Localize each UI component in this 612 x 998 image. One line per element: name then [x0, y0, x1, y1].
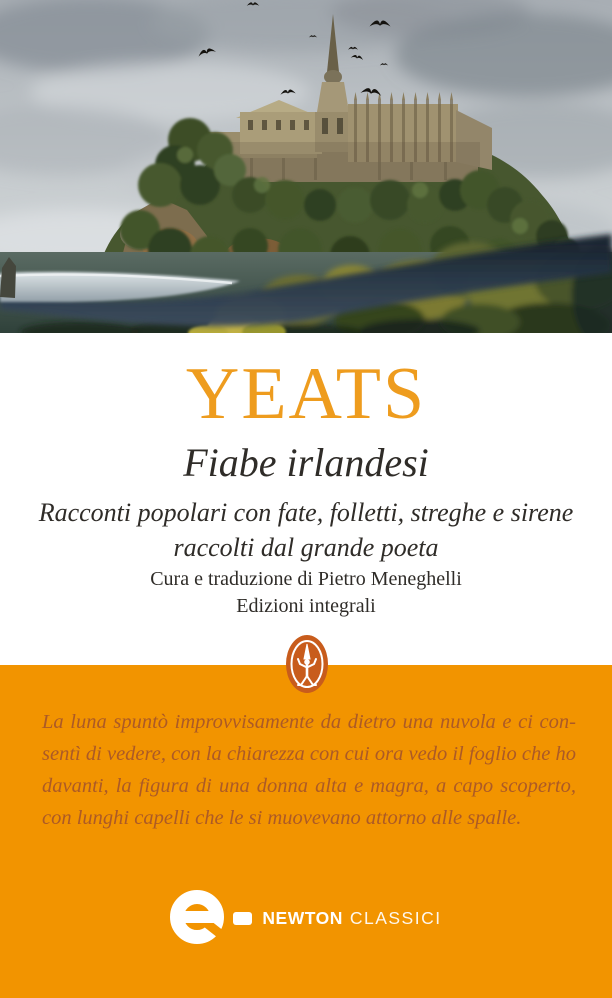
quote-line: davanti, la figura di una donna alta e magra, a capo scoperto, [42, 775, 576, 797]
book-subtitle-line1: Racconti popolari con fate, folletti, streghe e sirene [38, 498, 574, 527]
publisher-logo [0, 888, 612, 946]
curator-credit: Cura e traduzione di Pietro Meneghelli [150, 568, 462, 590]
book-subtitle-line2: raccolti dal grande poeta [173, 533, 439, 562]
quote-line: sentì di vedere, con la chiarezza con cui ora vedo il foglio che ho [42, 743, 576, 765]
abbey-island-photo-illustration [0, 0, 612, 333]
book-title: Fiabe irlandesi [183, 440, 429, 485]
publisher-badge-icon [286, 635, 328, 693]
cover-photo [0, 0, 612, 333]
collection-name: CLASSICI [349, 907, 442, 928]
edition-note: Edizioni integrali [236, 595, 376, 617]
orange-band [0, 665, 612, 998]
author-title: YEATS [185, 353, 427, 435]
e-logo-icon [170, 889, 224, 945]
quote-line: La luna spuntò improvvisamente da dietro una nuvola e ci con- [42, 711, 576, 733]
logo-dash-icon [233, 912, 252, 925]
cover-quote [42, 706, 576, 834]
publisher-name: NEWTON [262, 907, 343, 928]
quote-line: con lunghi capelli che le si muovevano attorno alle spalle. [42, 807, 522, 829]
